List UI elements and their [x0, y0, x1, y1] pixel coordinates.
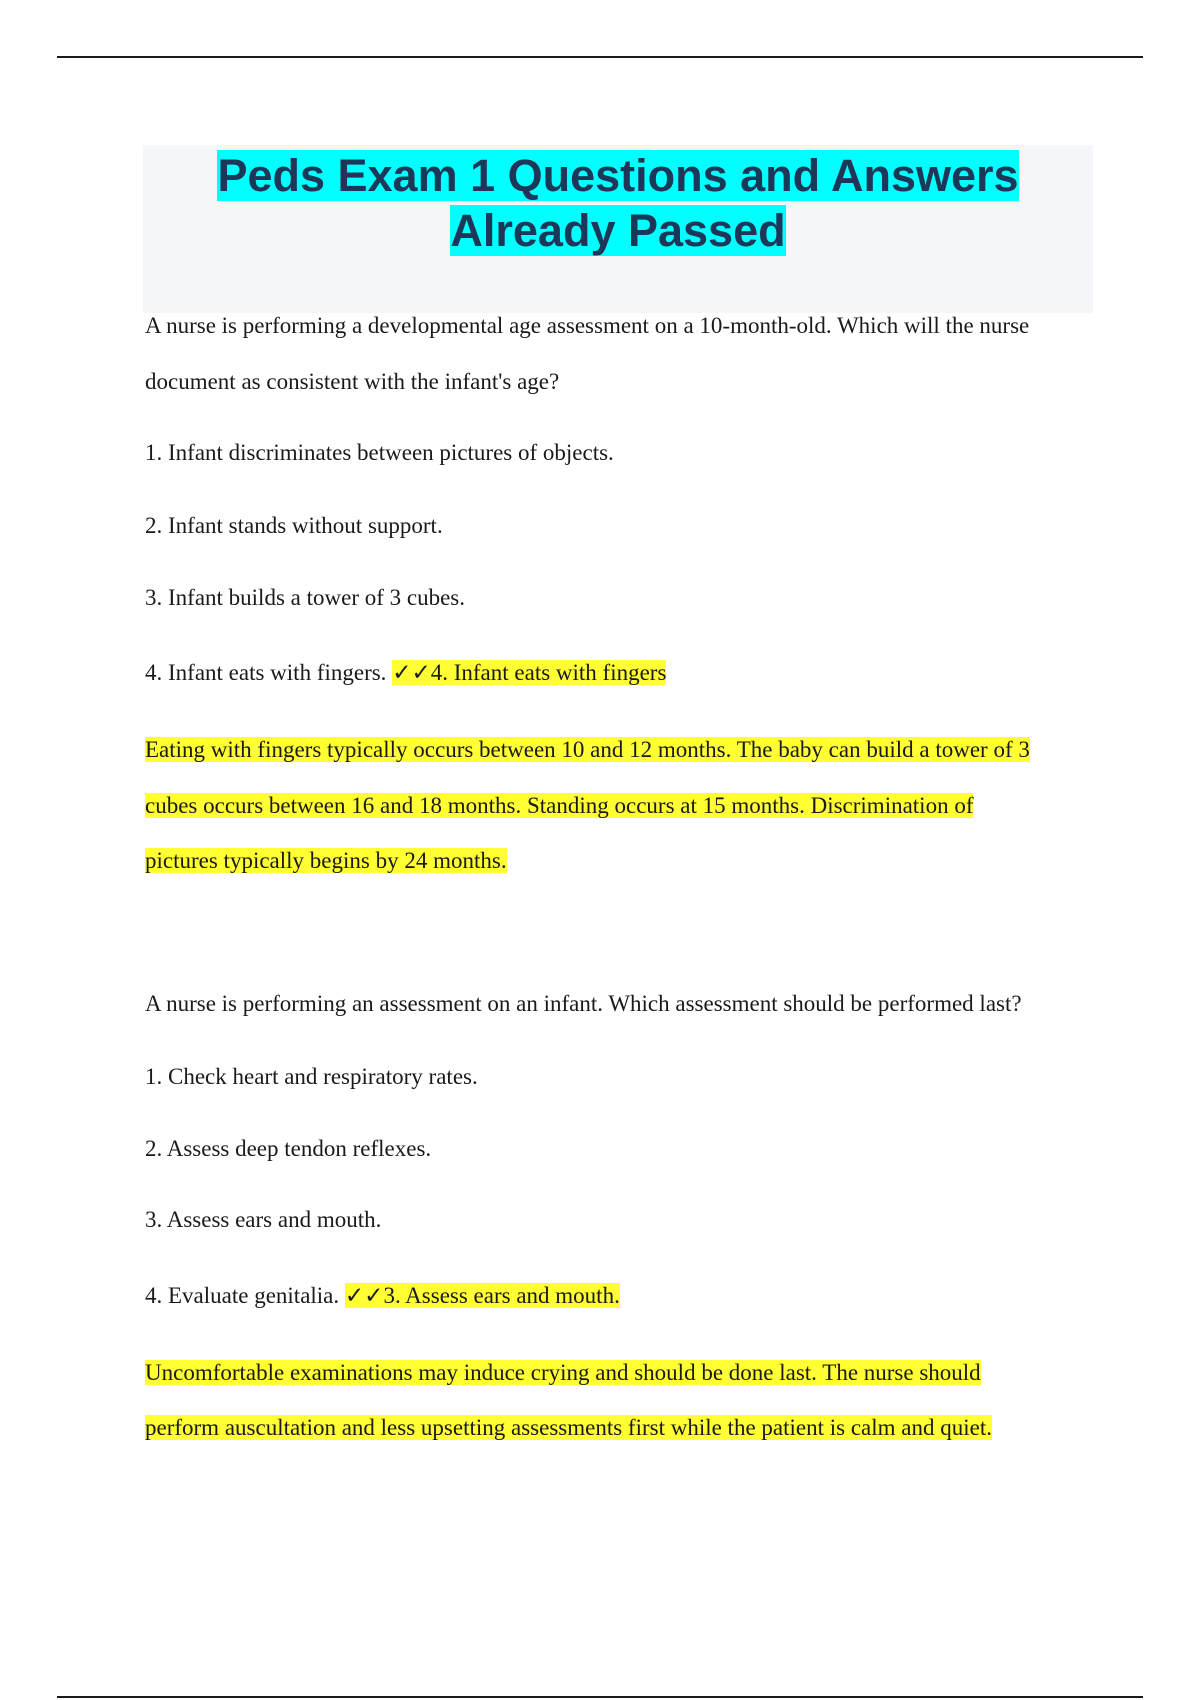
question-1-rationale-line-1: Eating with fingers typically occurs between 10 and 12 months. The baby can build a tower of 3	[145, 737, 1030, 762]
question-2-stem-line-1: A nurse is performing an assessment on an infant. Which assessment should be performed last?	[145, 991, 1022, 1016]
question-2-rationale-line-2: perform auscultation and less upsetting assessments first while the patient is calm and quiet.	[145, 1415, 992, 1440]
question-1-rationale-line-3: pictures typically begins by 24 months.	[145, 848, 507, 873]
question-2-option-2: 2. Assess deep tendon reflexes.	[145, 1136, 432, 1161]
question-1-answer: ✓✓4. Infant eats with fingers	[392, 660, 667, 685]
question-1-rationale-line-2: cubes occurs between 16 and 18 months. Standing occurs at 15 months. Discrimination of	[145, 793, 974, 818]
question-1-option-4: 4. Infant eats with fingers.	[145, 660, 387, 685]
question-2-option-4: 4. Evaluate genitalia.	[145, 1283, 340, 1308]
title-panel	[143, 145, 1093, 313]
question-2-option-4-row	[145, 1282, 620, 1310]
top-rule	[57, 56, 1143, 58]
bottom-rule	[57, 1696, 1143, 1698]
question-2-rationale-line-1: Uncomfortable examinations may induce crying and should be done last. The nurse should	[145, 1360, 981, 1385]
document-title-line-1: Peds Exam 1 Questions and Answers	[217, 150, 1019, 201]
question-1-stem-line-1: A nurse is performing a developmental age assessment on a 10-month-old. Which will the nurse	[145, 313, 1030, 338]
question-1-option-4-row	[145, 659, 666, 687]
question-1-option-3: 3. Infant builds a tower of 3 cubes.	[145, 585, 466, 610]
question-1-stem-line-2: document as consistent with the infant's age?	[145, 369, 560, 394]
question-2-answer: ✓✓3. Assess ears and mouth.	[344, 1283, 620, 1308]
question-2-option-3: 3. Assess ears and mouth.	[145, 1207, 382, 1232]
question-1-option-1: 1. Infant discriminates between pictures of objects.	[145, 440, 614, 465]
question-2-option-1: 1. Check heart and respiratory rates.	[145, 1064, 478, 1089]
question-1-option-2: 2. Infant stands without support.	[145, 513, 443, 538]
document-title-line-2: Already Passed	[450, 205, 786, 256]
